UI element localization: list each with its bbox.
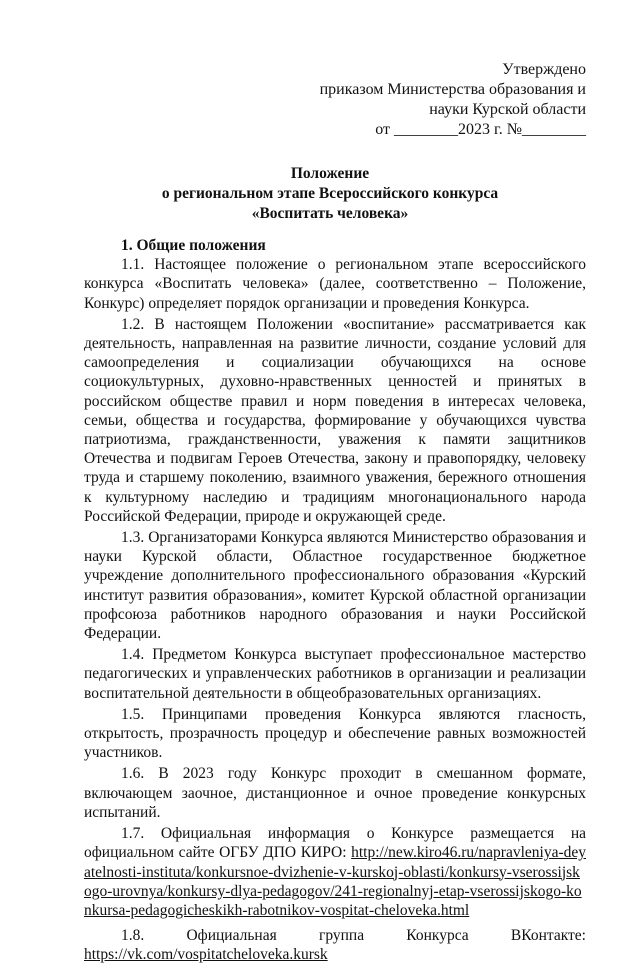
paragraph-1-5: 1.5. Принципами проведения Конкурса являются гласность, открытость, прозрачность процедур и обеспечение равных возможностей участников. <box>84 705 586 762</box>
approval-line-2: приказом Министерства образования и <box>319 81 586 98</box>
paragraph-1-7-text: 1.7. Официальная информация о Конкурсе размещается на официальном сайте ОГБУ ДПО КИРО: <box>84 825 586 862</box>
paragraph-1-8: 1.8. Официальная группа Конкурса ВКонтакте: <box>121 927 586 945</box>
section-heading: 1. Общие положения <box>121 237 266 254</box>
approval-line-3: науки Курской области <box>429 101 586 118</box>
paragraph-1-2: 1.2. В настоящем Положении «воспитание» рассматривается как деятельность, направленная на развитие личности, создание условий для самоопределения и социализации обучающихся на основе социокультурных, духовно-нравственных ценностей и принятых в российском обществе правил и норм поведения в интересах человека, семьи, общества и государства, формирование у обучающихся чувства патриотизма, гражданственности, уважения к памяти защитников Отечества и подвигам Героев Отечества, закону и правопорядку, человеку труда и старшему поколению, взаимного уважения, бережного отношения к культурному наследию и традициям многонационального народа Российской Федерации, природе и окружающей среде. <box>84 315 586 525</box>
vk-group-link[interactable]: https://vk.com/vospitatcheloveka.kursk <box>84 946 328 964</box>
title-line-1: Положение <box>290 165 370 182</box>
document-body <box>84 236 586 965</box>
approval-block <box>320 60 586 140</box>
paragraph-1-3: 1.3. Организаторами Конкурса являются Министерство образования и науки Курской области, Областное государственное бюджетное учреждение дополнительного профессионального образования «Курский институт развития образования», комитет Курской областной организации профсоюза работников народного образования и науки Российской Федерации. <box>84 529 586 643</box>
paragraph-1-1: 1.1. Настоящее положение о региональном этапе всероссийского конкурса «Воспитать человека» (далее, соответственно – Положение, Конкурс) определяет порядок организации и проведения Конкурса. <box>84 256 586 312</box>
document-title <box>0 164 640 224</box>
paragraph-1-6: 1.6. В 2023 году Конкурс проходит в смешанном формате, включающем заочное, дистанционное и очное проведение конкурсных испытаний. <box>84 765 586 821</box>
approval-line-4: от ________2023 г. №________ <box>375 121 586 138</box>
paragraph-1-8-link-line <box>84 945 586 964</box>
paragraph-1-7 <box>84 824 586 920</box>
title-line-2: о региональном этапе Всероссийского конкурса <box>161 185 499 202</box>
title-line-3: «Воспитать человека» <box>251 205 409 222</box>
kiro-website-link[interactable]: http://new.kiro46.ru/napravleniya-deyatelnosti-instituta/konkursnoe-dvizhenie-v-kurskoj-oblasti/konkursy-vserossijskogo-urovnya/konkursy-dlya-pedagogov/241-regionalnyj-etap-vserossijskogo-konkursa-pedagogicheskikh-rabotnikov-vospitat-cheloveka.html <box>84 844 586 919</box>
paragraph-1-4: 1.4. Предметом Конкурса выступает профессиональное мастерство педагогических и управленческих работников в организации и реализации воспитательной деятельности в общеобразовательных организациях. <box>84 646 586 702</box>
approval-line-1: Утверждено <box>502 61 586 78</box>
